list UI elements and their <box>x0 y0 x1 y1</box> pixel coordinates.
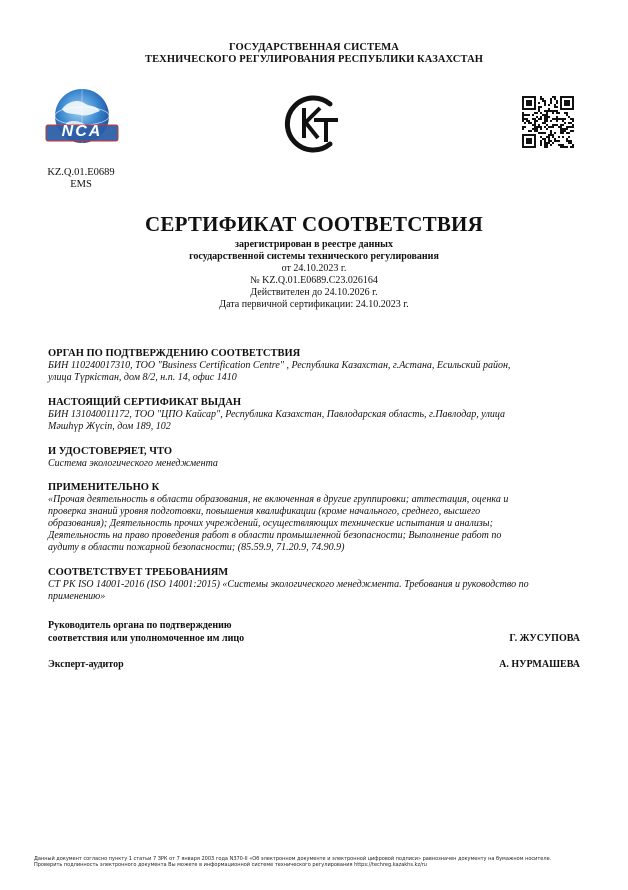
nca-logo-text: NCA <box>61 123 103 140</box>
complies-heading: СООТВЕТСТВУЕТ ТРЕБОВАНИЯМ <box>48 567 229 578</box>
registration-type: EMS <box>70 179 92 190</box>
header-line-2: ТЕХНИЧЕСКОГО РЕГУЛИРОВАНИЯ РЕСПУБЛИКИ КАЗАХСТАН <box>144 54 484 65</box>
certificate-title: СЕРТИФИКАТ СООТВЕТСТВИЯ <box>145 212 483 236</box>
applies-heading: ПРИМЕНИТЕЛЬНО К <box>48 482 160 493</box>
registration-number: KZ.Q.01.E0689 <box>47 167 115 178</box>
head-name: Г. ЖУСУПОВА <box>509 633 580 644</box>
registry-line-1: зарегистрирован в реестре данных <box>235 239 393 250</box>
complies-text-2: применению» <box>48 591 106 602</box>
qr-code-icon <box>522 96 574 148</box>
head-label-2: соответствия или уполномоченное им лицо <box>48 633 245 644</box>
issued-text-2: Мәшһүр Жүсіп, дом 189, 102 <box>48 421 171 432</box>
footer-line-2: Проверить подлинность электронного документа Вы можете в информационной системе технического регулирования https://techreg.kazakhs.kz/ru <box>34 862 427 868</box>
first-certification-date: Дата первичной сертификации: 24.10.2023 г. <box>219 299 409 310</box>
head-label-1: Руководитель органа по подтверждению <box>48 620 232 631</box>
valid-until: Действителен до 24.10.2026 г. <box>250 287 378 298</box>
applies-line-4: Деятельность на право проведения работ в области промышленной безопасности; Выполнение работ по <box>48 530 502 541</box>
footer-line-1: Данный документ согласно пункту 1 статьи 7 ЗРК от 7 января 2003 года N370-II «Об электронном документе и электронной цифровой подписи» равнозначен документу на бумажном носителе. <box>34 856 552 862</box>
issued-text-1: БИН 131040011172, ТОО "ЦПО Кайсар", Республика Казахстан, Павлодарская область, г.Павлодар, улица <box>48 409 505 420</box>
globe-icon <box>44 87 120 153</box>
qr-code <box>522 96 574 148</box>
certifies-heading: И УДОСТОВЕРЯЕТ, ЧТО <box>48 446 172 457</box>
expert-name: А. НУРМАШЕВА <box>499 659 580 670</box>
issued-heading: НАСТОЯЩИЙ СЕРТИФИКАТ ВЫДАН <box>48 397 242 408</box>
applies-line-2: проверка знаний уровня подготовки, повышения квалификации (кроме начального, среднего, высшего <box>48 506 481 517</box>
header-line-1: ГОСУДАРСТВЕННАЯ СИСТЕМА <box>228 42 399 53</box>
certificate-number: № KZ.Q.01.E0689.C23.026164 <box>250 275 378 286</box>
nca-logo <box>44 87 120 153</box>
organ-text-2: улица Түркістан, дом 8/2, н.п. 14, офис 1410 <box>48 372 237 383</box>
certifies-text: Система экологического менеджмента <box>48 458 218 469</box>
kt-mark-icon <box>284 94 348 154</box>
expert-label: Эксперт-аудитор <box>48 659 124 670</box>
applies-line-5: аудиту в области пожарной безопасности; (85.59.9, 71.20.9, 74.90.9) <box>48 542 345 553</box>
registry-line-2: государственной системы технического регулирования <box>189 251 439 262</box>
organ-heading: ОРГАН ПО ПОДТВЕРЖДЕНИЮ СООТВЕТСТВИЯ <box>48 348 301 359</box>
registry-date: от 24.10.2023 г. <box>281 263 347 274</box>
organ-text-1: БИН 110240017310, ТОО "Business Certification Centre" , Республика Казахстан, г.Астана, Есильский район, <box>48 360 511 371</box>
complies-text-1: СТ РК ISO 14001-2016 (ISO 14001:2015) «Системы экологического менеджмента. Требования и руководство по <box>48 579 529 590</box>
applies-line-3: образования); Деятельность прочих учреждений, осуществляющих технические испытания и анализы; <box>48 518 493 529</box>
kt-conformity-mark <box>284 94 348 154</box>
applies-line-1: «Прочая деятельность в области образования, не включенная в другие группировки; аттестация, оценка и <box>48 494 509 505</box>
